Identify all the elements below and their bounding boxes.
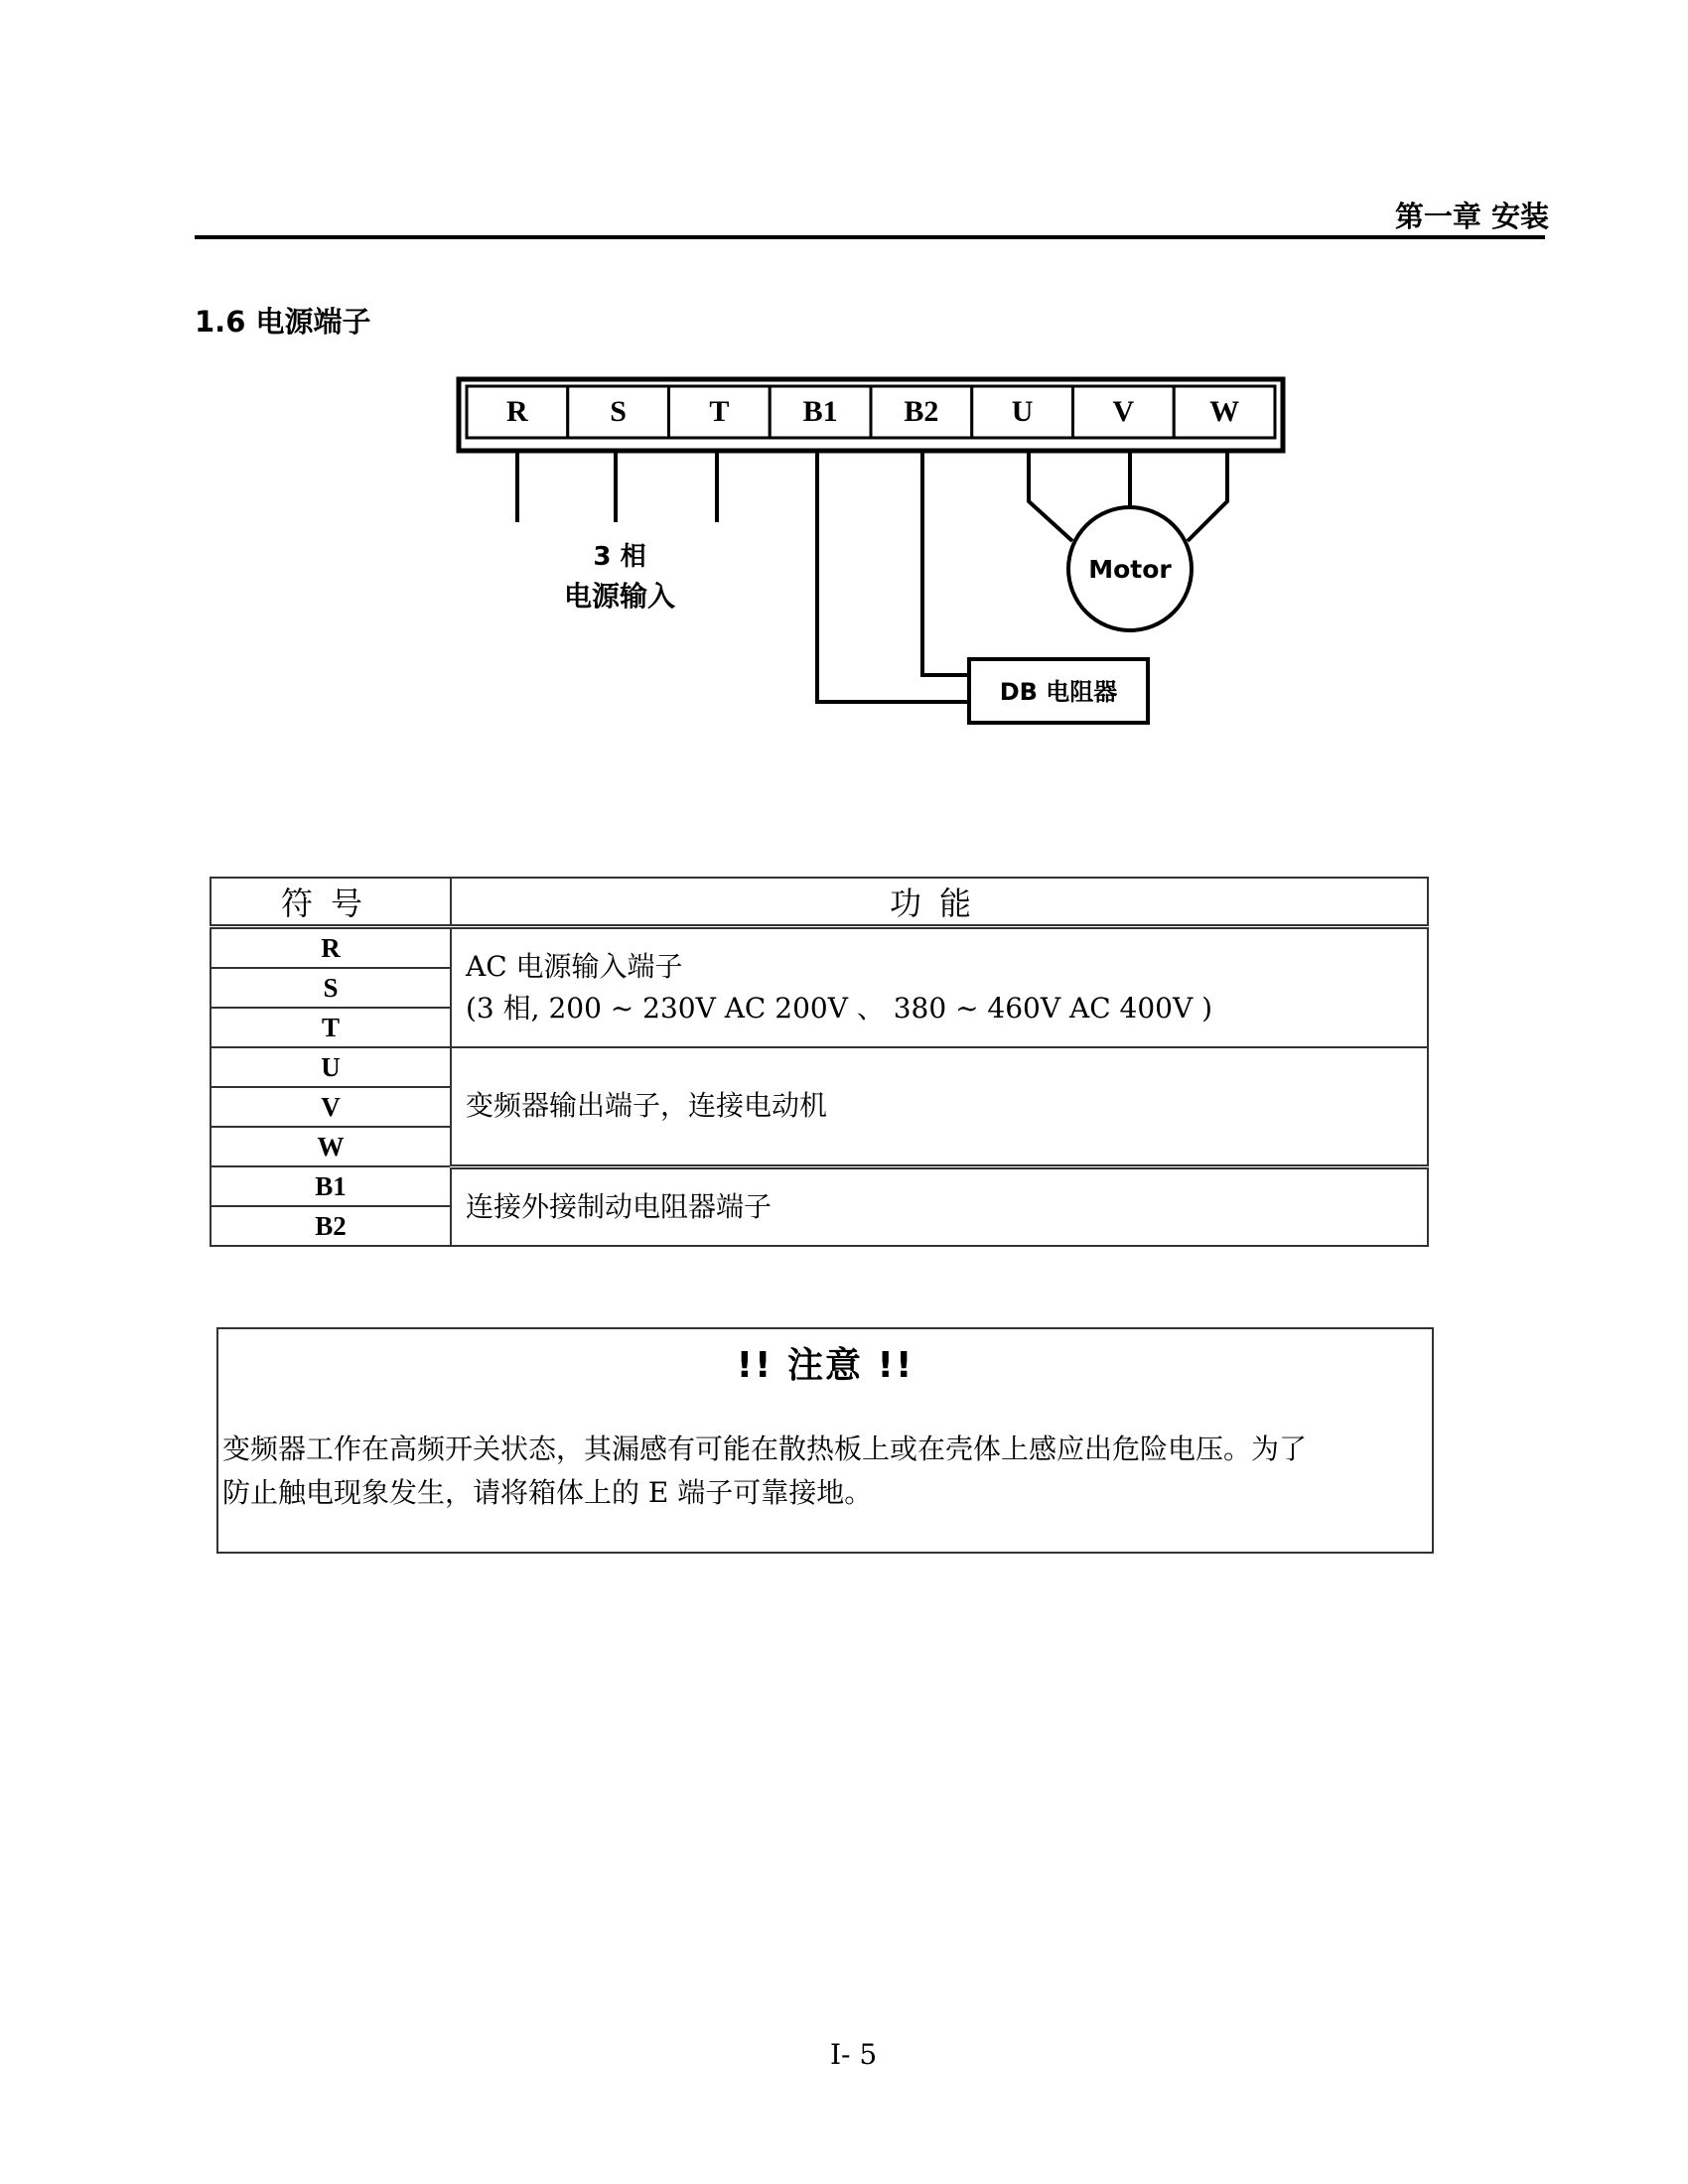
- terminal-wiring-diagram: [0, 0, 1688, 754]
- terminal-label-w: W: [1209, 394, 1240, 428]
- symbol-cell: S: [211, 968, 451, 1008]
- symbol-cell: B2: [211, 1206, 451, 1246]
- lead-w: [1188, 451, 1227, 541]
- description-line: 变频器输出端子，连接电动机: [466, 1089, 828, 1123]
- notice-body: [222, 1428, 1432, 1515]
- terminal-label-s: S: [610, 394, 627, 428]
- header-symbol: 符号: [211, 878, 451, 927]
- symbol-cell: B1: [211, 1166, 451, 1206]
- input-label-line2: 电源输入: [563, 580, 676, 613]
- notice-line: 防止触电现象发生，请将箱体上的 E 端子可靠接地。: [222, 1476, 873, 1509]
- db-resistor-label: DB 电阻器: [999, 678, 1118, 706]
- description-cell: [451, 1166, 1428, 1246]
- description-cell: [451, 927, 1428, 1048]
- terminal-label-b1: B1: [802, 394, 838, 428]
- lead-b1: [817, 451, 969, 702]
- terminal-label-v: V: [1112, 394, 1135, 428]
- notice-title: !! 注意 !!: [736, 1345, 914, 1386]
- description-line: AC 电源输入端子: [466, 950, 683, 983]
- notice-box: [216, 1327, 1434, 1554]
- terminal-label-t: T: [709, 394, 730, 428]
- chapter-title: 第一章 安装: [1394, 200, 1549, 233]
- header-function: 功能: [451, 878, 1428, 927]
- terminal-label-r: R: [506, 394, 528, 428]
- input-label-line1: 3 相: [593, 542, 646, 572]
- notice-line: 变频器工作在高频开关状态，其漏感有可能在散热板上或在壳体上感应出危险电压。为了: [222, 1433, 1308, 1465]
- lead-u: [1029, 451, 1072, 541]
- symbol-cell: T: [211, 1008, 451, 1047]
- description-cell: [451, 1047, 1428, 1166]
- lead-b2: [922, 451, 969, 675]
- symbol-cell: R: [211, 927, 451, 969]
- description-line: 连接外接制动电阻器端子: [466, 1189, 773, 1223]
- terminal-label-b2: B2: [904, 394, 939, 428]
- symbol-cell: U: [211, 1047, 451, 1087]
- motor-label: Motor: [1088, 555, 1172, 584]
- description-line: (3 相, 200 ~ 230V AC 200V 、 380 ~ 460V AC 400V ): [466, 992, 1213, 1024]
- section-title: 1.6 电源端子: [195, 305, 371, 339]
- symbol-cell: W: [211, 1127, 451, 1166]
- page-number: I- 5: [830, 2038, 878, 2071]
- symbol-cell: V: [211, 1087, 451, 1127]
- terminal-function-table: [210, 877, 1429, 1247]
- terminal-label-u: U: [1011, 394, 1034, 428]
